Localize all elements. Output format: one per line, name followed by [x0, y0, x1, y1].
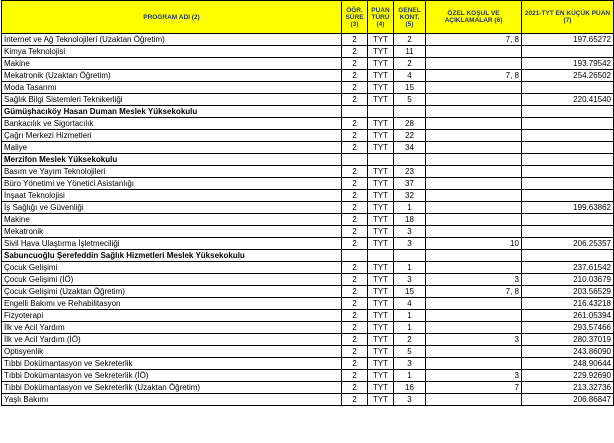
empty-cell — [522, 106, 614, 118]
kont-cell: 3 — [394, 358, 426, 370]
sure-cell: 2 — [342, 382, 368, 394]
puan-turu-cell: TYT — [368, 394, 394, 406]
min-score-cell: 199.63862 — [522, 202, 614, 214]
table-row — [2, 322, 614, 334]
empty-cell — [342, 250, 368, 262]
program-name-cell: İnşaat Teknolojisi — [2, 190, 342, 202]
puan-turu-cell: TYT — [368, 94, 394, 106]
empty-cell — [342, 154, 368, 166]
min-score-cell — [522, 118, 614, 130]
puan-turu-cell: TYT — [368, 178, 394, 190]
kosul-cell — [426, 58, 522, 70]
table-body — [2, 34, 614, 406]
kont-cell: 4 — [394, 298, 426, 310]
header-sure: ÖĞR. SÜRE (3) — [342, 1, 368, 34]
min-score-cell: 220.41540 — [522, 94, 614, 106]
kosul-cell — [426, 262, 522, 274]
table-row — [2, 382, 614, 394]
puan-turu-cell: TYT — [368, 334, 394, 346]
kont-cell: 1 — [394, 370, 426, 382]
puan-turu-cell: TYT — [368, 370, 394, 382]
sure-cell: 2 — [342, 34, 368, 46]
sure-cell: 2 — [342, 214, 368, 226]
program-name-cell: Büro Yönetimi ve Yönetici Asistanlığı — [2, 178, 342, 190]
table-row — [2, 202, 614, 214]
puan-turu-cell: TYT — [368, 130, 394, 142]
kosul-cell — [426, 322, 522, 334]
sure-cell: 2 — [342, 46, 368, 58]
kosul-cell — [426, 166, 522, 178]
min-score-cell — [522, 142, 614, 154]
program-name-cell: İnternet ve Ağ Teknolojileri (Uzaktan Öğretim) — [2, 34, 342, 46]
program-name-cell: Kimya Teknolojisi — [2, 46, 342, 58]
min-score-cell: 206.86847 — [522, 394, 614, 406]
min-score-cell: 197.65272 — [522, 34, 614, 46]
puan-turu-cell: TYT — [368, 214, 394, 226]
kosul-cell: 3 — [426, 370, 522, 382]
puan-turu-cell: TYT — [368, 166, 394, 178]
table-row — [2, 190, 614, 202]
empty-cell — [342, 106, 368, 118]
min-score-cell: 193.79542 — [522, 58, 614, 70]
program-name-cell: İş Sağlığı ve Güvenliği — [2, 202, 342, 214]
kont-cell: 2 — [394, 334, 426, 346]
puan-turu-cell: TYT — [368, 358, 394, 370]
puan-turu-cell: TYT — [368, 310, 394, 322]
kosul-cell — [426, 214, 522, 226]
kosul-cell — [426, 190, 522, 202]
table-row — [2, 298, 614, 310]
kont-cell: 3 — [394, 226, 426, 238]
program-name-cell: Tıbbi Dokümantasyon ve Sekreterlik (İÖ) — [2, 370, 342, 382]
section-name: Merzifon Meslek Yüksekokulu — [2, 154, 342, 166]
puan-turu-cell: TYT — [368, 346, 394, 358]
kont-cell: 5 — [394, 94, 426, 106]
table-row — [2, 130, 614, 142]
min-score-cell — [522, 214, 614, 226]
min-score-cell — [522, 178, 614, 190]
sure-cell: 2 — [342, 118, 368, 130]
program-name-cell: Yaşlı Bakımı — [2, 394, 342, 406]
kosul-cell: 3 — [426, 334, 522, 346]
program-name-cell: Mekatronik — [2, 226, 342, 238]
table-row — [2, 370, 614, 382]
kosul-cell: 3 — [426, 274, 522, 286]
kont-cell: 3 — [394, 274, 426, 286]
min-score-cell — [522, 82, 614, 94]
sure-cell: 2 — [342, 142, 368, 154]
table-row — [2, 70, 614, 82]
puan-turu-cell: TYT — [368, 82, 394, 94]
table-row — [2, 262, 614, 274]
table-row — [2, 34, 614, 46]
sure-cell: 2 — [342, 394, 368, 406]
kosul-cell: 7, 8 — [426, 34, 522, 46]
program-name-cell: Maliye — [2, 142, 342, 154]
min-score-cell: 293.57466 — [522, 322, 614, 334]
kosul-cell — [426, 346, 522, 358]
program-name-cell: Çocuk Gelişimi (İÖ) — [2, 274, 342, 286]
puan-turu-cell: TYT — [368, 262, 394, 274]
header-row — [2, 1, 614, 34]
min-score-cell: 237.61542 — [522, 262, 614, 274]
sure-cell: 2 — [342, 202, 368, 214]
program-name-cell: Sivil Hava Ulaştırma İşletmeciliği — [2, 238, 342, 250]
empty-cell — [426, 250, 522, 262]
sure-cell: 2 — [342, 130, 368, 142]
kosul-cell: 7, 8 — [426, 286, 522, 298]
min-score-cell: 254.26502 — [522, 70, 614, 82]
min-score-cell — [522, 226, 614, 238]
kosul-cell — [426, 46, 522, 58]
table-row — [2, 94, 614, 106]
min-score-cell: 213.32736 — [522, 382, 614, 394]
kosul-cell: 7 — [426, 382, 522, 394]
table-row — [2, 346, 614, 358]
header-kont: GENEL KONT. (5) — [394, 1, 426, 34]
puan-turu-cell: TYT — [368, 70, 394, 82]
puan-turu-cell: TYT — [368, 322, 394, 334]
puan-turu-cell: TYT — [368, 274, 394, 286]
program-name-cell: İlk ve Acil Yardım — [2, 322, 342, 334]
sure-cell: 2 — [342, 262, 368, 274]
min-score-cell: 210.03679 — [522, 274, 614, 286]
min-score-cell: 280.37019 — [522, 334, 614, 346]
program-name-cell: İlk ve Acil Yardım (İÖ) — [2, 334, 342, 346]
puan-turu-cell: TYT — [368, 190, 394, 202]
program-table — [1, 0, 614, 406]
empty-cell — [426, 154, 522, 166]
sure-cell: 2 — [342, 286, 368, 298]
kosul-cell — [426, 142, 522, 154]
table-row — [2, 394, 614, 406]
sure-cell: 2 — [342, 190, 368, 202]
kont-cell: 15 — [394, 82, 426, 94]
puan-turu-cell: TYT — [368, 46, 394, 58]
table-row — [2, 46, 614, 58]
kosul-cell — [426, 202, 522, 214]
puan-turu-cell: TYT — [368, 286, 394, 298]
kosul-cell — [426, 358, 522, 370]
table-row — [2, 334, 614, 346]
sure-cell: 2 — [342, 226, 368, 238]
program-name-cell: Bankacılık ve Sigortacılık — [2, 118, 342, 130]
empty-cell — [394, 250, 426, 262]
kont-cell: 18 — [394, 214, 426, 226]
kosul-cell — [426, 298, 522, 310]
section-row — [2, 154, 614, 166]
empty-cell — [426, 106, 522, 118]
kont-cell: 1 — [394, 322, 426, 334]
program-name-cell: Basım ve Yayım Teknolojileri — [2, 166, 342, 178]
table-row — [2, 118, 614, 130]
min-score-cell: 248.90644 — [522, 358, 614, 370]
min-score-cell: 243.86090 — [522, 346, 614, 358]
kosul-cell — [426, 394, 522, 406]
program-name-cell: Makine — [2, 58, 342, 70]
table-row — [2, 214, 614, 226]
kosul-cell — [426, 130, 522, 142]
table-row — [2, 166, 614, 178]
puan-turu-cell: TYT — [368, 202, 394, 214]
sure-cell: 2 — [342, 70, 368, 82]
puan-turu-cell: TYT — [368, 118, 394, 130]
kont-cell: 15 — [394, 286, 426, 298]
table-row — [2, 226, 614, 238]
kosul-cell — [426, 118, 522, 130]
kont-cell: 3 — [394, 394, 426, 406]
min-score-cell: 216.43218 — [522, 298, 614, 310]
kont-cell: 5 — [394, 346, 426, 358]
sure-cell: 2 — [342, 238, 368, 250]
puan-turu-cell: TYT — [368, 34, 394, 46]
empty-cell — [368, 154, 394, 166]
kont-cell: 2 — [394, 58, 426, 70]
table-row — [2, 358, 614, 370]
kont-cell: 34 — [394, 142, 426, 154]
puan-turu-cell: TYT — [368, 298, 394, 310]
min-score-cell — [522, 130, 614, 142]
kont-cell: 28 — [394, 118, 426, 130]
sure-cell: 2 — [342, 370, 368, 382]
header-kosul: ÖZEL KOŞUL VE AÇIKLAMALAR (6) — [426, 1, 522, 34]
sure-cell: 2 — [342, 58, 368, 70]
kont-cell: 32 — [394, 190, 426, 202]
empty-cell — [522, 154, 614, 166]
section-row — [2, 250, 614, 262]
program-name-cell: Engelli Bakımı ve Rehabilitasyon — [2, 298, 342, 310]
kont-cell: 2 — [394, 34, 426, 46]
min-score-cell: 261.05394 — [522, 310, 614, 322]
puan-turu-cell: TYT — [368, 58, 394, 70]
kosul-cell: 10 — [426, 238, 522, 250]
section-name: Sabuncuoğlu Şerefeddin Sağlık Hizmetleri Meslek Yüksekokulu — [2, 250, 342, 262]
program-name-cell: Tıbbi Dokümantasyon ve Sekreterlik — [2, 358, 342, 370]
sure-cell: 2 — [342, 310, 368, 322]
sure-cell: 2 — [342, 334, 368, 346]
kont-cell: 1 — [394, 310, 426, 322]
kosul-cell — [426, 310, 522, 322]
program-name-cell: Sağlık Bilgi Sistemleri Teknikerliği — [2, 94, 342, 106]
table-row — [2, 58, 614, 70]
header-program: PROGRAM ADI (2) — [2, 1, 342, 34]
section-row — [2, 106, 614, 118]
kosul-cell — [426, 178, 522, 190]
sure-cell: 2 — [342, 274, 368, 286]
kont-cell: 11 — [394, 46, 426, 58]
empty-cell — [368, 106, 394, 118]
empty-cell — [394, 106, 426, 118]
program-name-cell: Makine — [2, 214, 342, 226]
kont-cell: 1 — [394, 262, 426, 274]
table-row — [2, 286, 614, 298]
table-row — [2, 274, 614, 286]
program-name-cell: Mekatronik (Uzaktan Öğretim) — [2, 70, 342, 82]
program-name-cell: Tıbbi Dokümantasyon ve Sekreterlik (Uzaktan Öğretim) — [2, 382, 342, 394]
program-name-cell: Çağrı Merkezi Hizmetleri — [2, 130, 342, 142]
kosul-cell — [426, 226, 522, 238]
puan-turu-cell: TYT — [368, 226, 394, 238]
puan-turu-cell: TYT — [368, 238, 394, 250]
table-row — [2, 178, 614, 190]
kont-cell: 1 — [394, 202, 426, 214]
kont-cell: 37 — [394, 178, 426, 190]
program-name-cell: Moda Tasarımı — [2, 82, 342, 94]
sure-cell: 2 — [342, 94, 368, 106]
kosul-cell: 7, 8 — [426, 70, 522, 82]
program-name-cell: Çocuk Gelişimi — [2, 262, 342, 274]
program-name-cell: Optisyenlik — [2, 346, 342, 358]
kosul-cell — [426, 82, 522, 94]
puan-turu-cell: TYT — [368, 142, 394, 154]
kont-cell: 22 — [394, 130, 426, 142]
table-row — [2, 142, 614, 154]
program-name-cell: Fizyoterapi — [2, 310, 342, 322]
kont-cell: 4 — [394, 70, 426, 82]
header-puan-turu: PUAN TÜRÜ (4) — [368, 1, 394, 34]
table-row — [2, 82, 614, 94]
kont-cell: 3 — [394, 238, 426, 250]
kosul-cell — [426, 94, 522, 106]
table-row — [2, 238, 614, 250]
empty-cell — [368, 250, 394, 262]
min-score-cell: 229.92690 — [522, 370, 614, 382]
sure-cell: 2 — [342, 166, 368, 178]
sure-cell: 2 — [342, 322, 368, 334]
program-name-cell: Çocuk Gelişimi (Uzaktan Öğretim) — [2, 286, 342, 298]
min-score-cell — [522, 190, 614, 202]
min-score-cell — [522, 46, 614, 58]
empty-cell — [394, 154, 426, 166]
sure-cell: 2 — [342, 82, 368, 94]
sure-cell: 2 — [342, 346, 368, 358]
puan-turu-cell: TYT — [368, 382, 394, 394]
table-row — [2, 310, 614, 322]
header-en-kucuk: 2021-TYT EN KÜÇÜK PUAN (7) — [522, 1, 614, 34]
section-name: Gümüşhacıköy Hasan Duman Meslek Yüksekokulu — [2, 106, 342, 118]
kont-cell: 16 — [394, 382, 426, 394]
sure-cell: 2 — [342, 298, 368, 310]
empty-cell — [522, 250, 614, 262]
kont-cell: 23 — [394, 166, 426, 178]
sure-cell: 2 — [342, 178, 368, 190]
min-score-cell: 206.25357 — [522, 238, 614, 250]
min-score-cell: 203.56529 — [522, 286, 614, 298]
sure-cell: 2 — [342, 358, 368, 370]
min-score-cell — [522, 166, 614, 178]
